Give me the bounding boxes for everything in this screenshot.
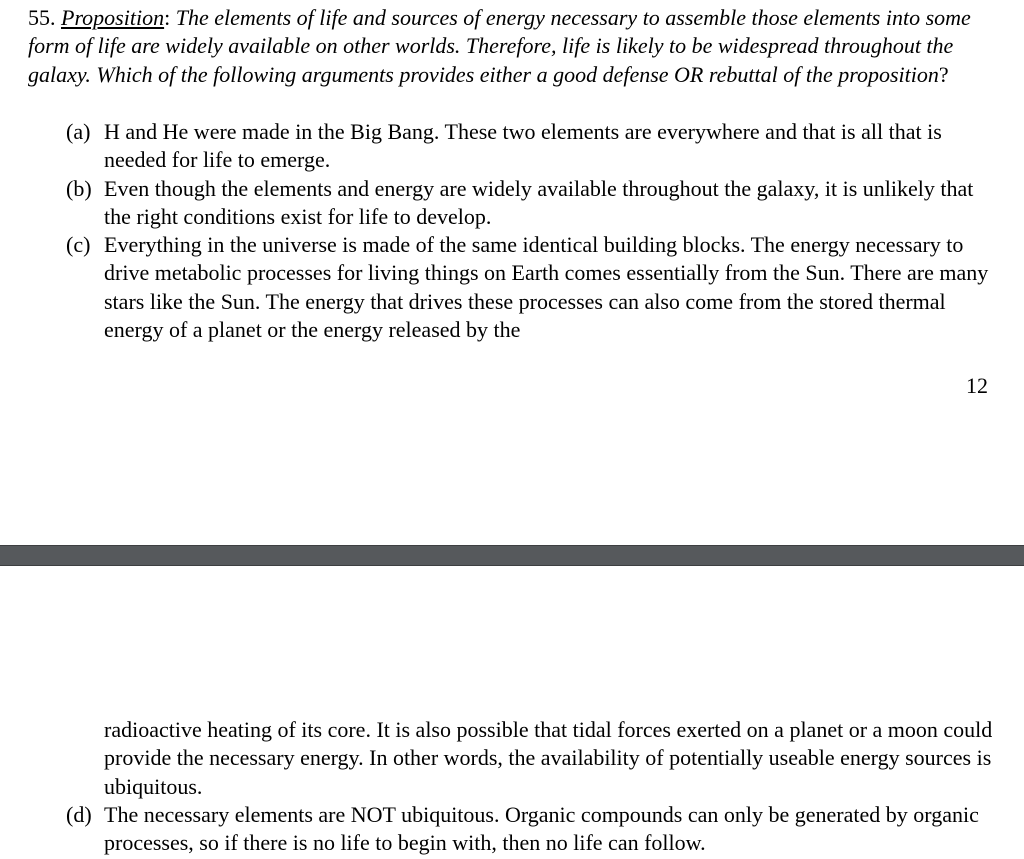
proposition-colon: : bbox=[164, 5, 171, 30]
option-letter: (a) bbox=[66, 119, 91, 144]
answer-option-a bbox=[66, 118, 996, 175]
option-text: The necessary elements are NOT ubiquitous. Organic compounds can only be generated by organic processes, so if there is no life to begin with, then no life can follow. bbox=[104, 802, 979, 856]
option-text: Everything in the universe is made of the same identical building blocks. The energy necessary to drive metabolic processes for living things on Earth comes essentially from the Sun. There are many stars like the Sun. The energy that drives these processes can also come from the stored thermal energy of a planet or the energy released by the bbox=[104, 232, 989, 343]
page-separator bbox=[0, 545, 1024, 566]
answer-option-c-continuation: radioactive heating of its core. It is also possible that tidal forces exerted on a planet or a moon could provide the necessary energy. In other words, the availability of potentially useable energy sources is ubiquitous. bbox=[104, 717, 993, 799]
answer-option-b bbox=[66, 175, 996, 232]
question-number: 55. bbox=[28, 5, 56, 30]
option-text: Even though the elements and energy are widely available throughout the galaxy, it is unlikely that the right conditions exist for life to develop. bbox=[104, 175, 974, 229]
question-mark: ? bbox=[938, 61, 949, 87]
proposition-label: Proposition bbox=[61, 5, 165, 30]
answer-option-d bbox=[66, 801, 996, 858]
option-letter: (b) bbox=[66, 175, 92, 201]
answer-option-c bbox=[66, 231, 996, 344]
option-letter: (c) bbox=[66, 232, 91, 258]
page-number: 12 bbox=[966, 373, 988, 398]
answer-options-list-continued bbox=[66, 801, 996, 858]
option-letter: (d) bbox=[66, 802, 92, 827]
answer-options-list bbox=[66, 118, 996, 344]
question-text: The elements of life and sources of energy necessary to assemble those elements into some form of life are widely available on other worlds. Therefore, life is likely to be widespread throughout the galaxy. Which of the following arguments provides either a good defense OR rebuttal of the proposition bbox=[28, 5, 971, 87]
document-page-bottom bbox=[0, 566, 1024, 859]
question-prompt bbox=[28, 4, 1003, 89]
option-text: H and He were made in the Big Bang. These two elements are everywhere and that is all that is needed for life to emerge. bbox=[104, 119, 942, 173]
